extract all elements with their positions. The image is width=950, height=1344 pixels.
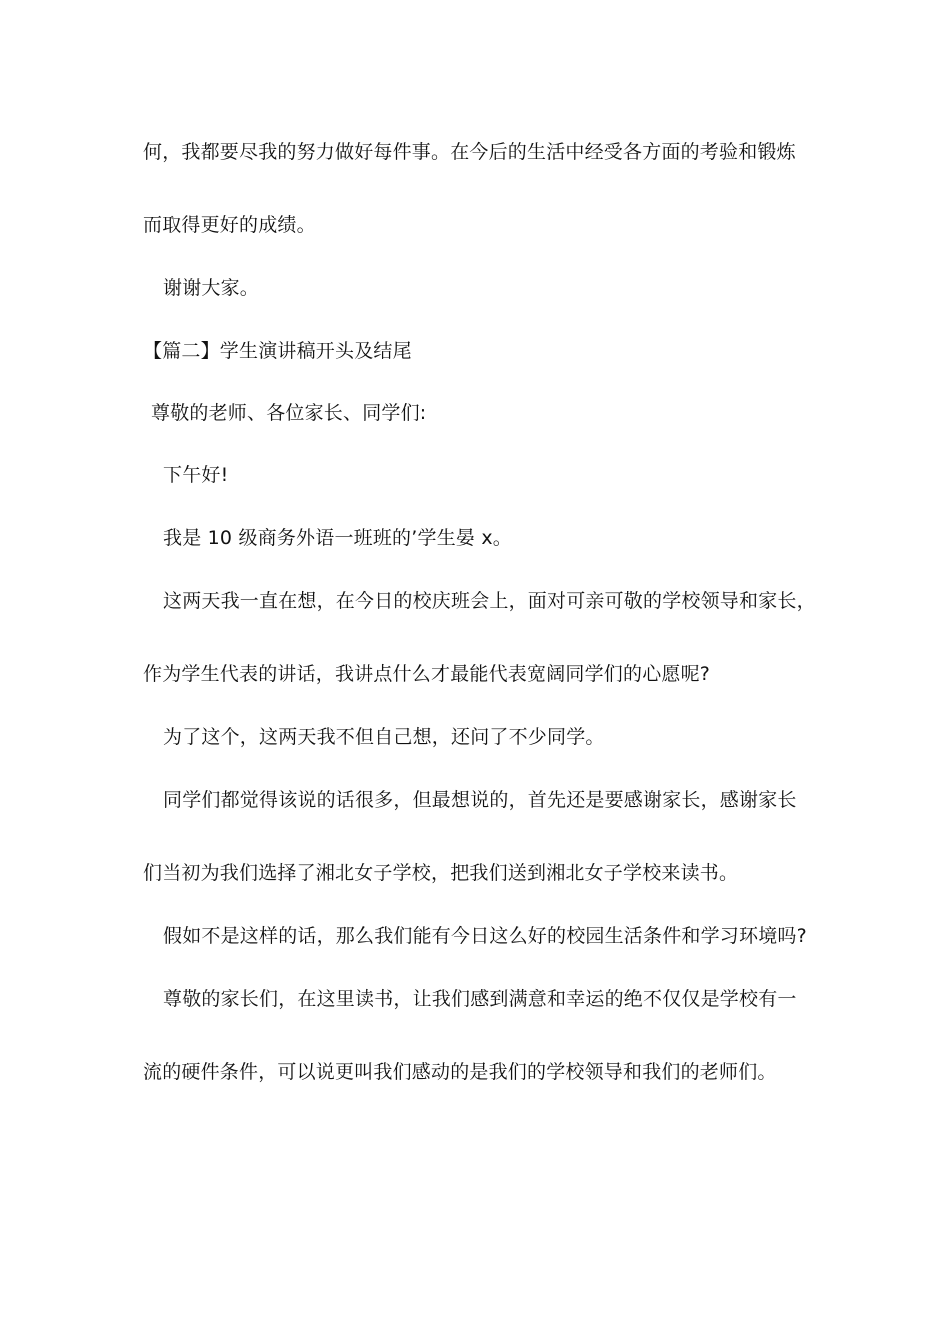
- paragraph-line: 流的硬件条件，可以说更叫我们感动的是我们的学校领导和我们的老师们。: [143, 1061, 777, 1083]
- paragraph-line: 为了这个，这两天我不但自己想，还问了不少同学。: [163, 726, 605, 748]
- greeting-line: 下午好!: [163, 464, 229, 486]
- paragraph-line: 假如不是这样的话，那么我们能有今日这么好的校园生活条件和学习环境吗?: [163, 925, 807, 947]
- paragraph-line: 们当初为我们选择了湘北女子学校，把我们送到湘北女子学校来读书。: [143, 862, 739, 884]
- paragraph-line: 而取得更好的成绩。: [143, 214, 316, 236]
- paragraph-line: 同学们都觉得该说的话很多，但最想说的，首先还是要感谢家长，感谢家长: [163, 789, 797, 811]
- salutation-line: 尊敬的老师、各位家长、同学们:: [151, 402, 427, 424]
- section-heading: 【篇二】学生演讲稿开头及结尾: [143, 340, 412, 362]
- paragraph-line: 谢谢大家。: [163, 277, 260, 299]
- paragraph-line: 我是 10 级商务外语一班班的’学生晏 x。: [163, 527, 512, 549]
- paragraph-line: 作为学生代表的讲话，我讲点什么才最能代表宽阔同学们的心愿呢?: [143, 663, 711, 685]
- paragraph-line: 何，我都要尽我的努力做好每件事。在今后的生活中经受各方面的考验和锻炼: [143, 141, 796, 163]
- paragraph-line: 这两天我一直在想，在今日的校庆班会上，面对可亲可敬的学校领导和家长，: [163, 590, 816, 612]
- paragraph-line: 尊敬的家长们，在这里读书，让我们感到满意和幸运的绝不仅仅是学校有一: [163, 988, 797, 1010]
